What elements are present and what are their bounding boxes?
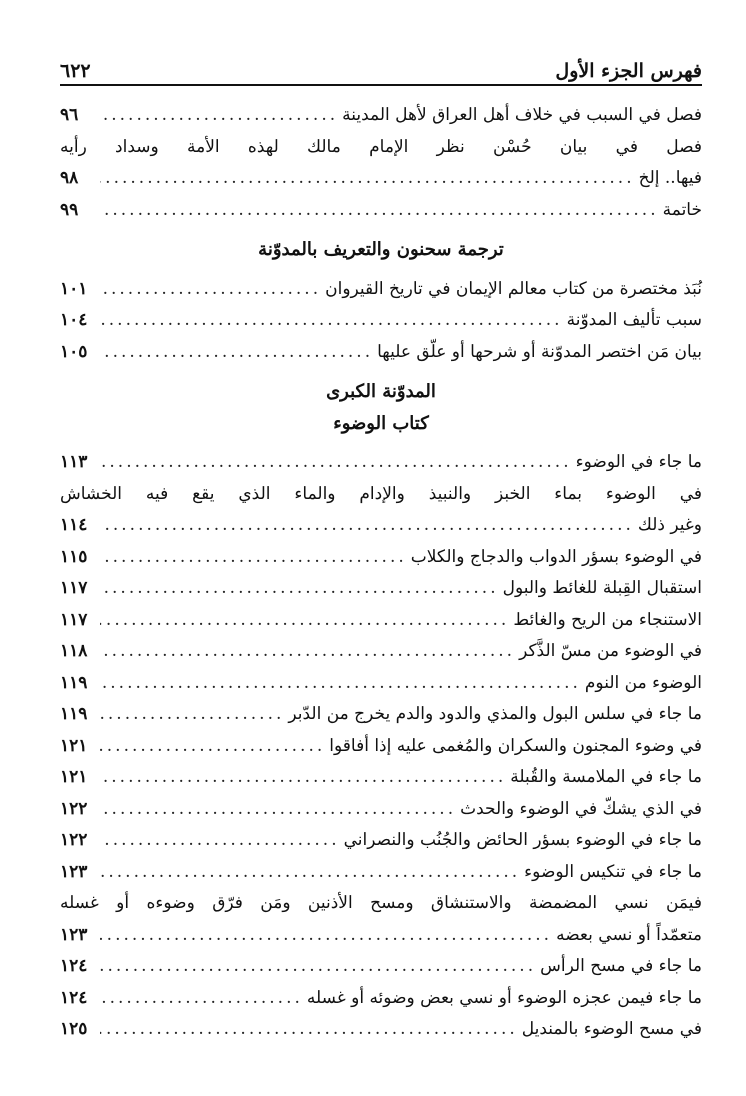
toc-entry: [60, 573, 702, 605]
leader-dots: [100, 951, 536, 983]
toc-entry-continued: [60, 132, 702, 164]
toc-entry-continued: [60, 479, 702, 511]
entry-page: ١٠١: [60, 278, 88, 299]
entry-title: استقبال القِبلة للغائط والبول: [502, 578, 702, 598]
toc-entry: [60, 983, 702, 1015]
header-rule: [60, 84, 702, 86]
toc-entry: [60, 1014, 702, 1046]
toc-entry: [60, 636, 702, 668]
entry-page: ١١٤: [60, 515, 88, 535]
entry-page: ١٢١: [60, 735, 88, 756]
entry-title: خاتمة: [662, 199, 702, 220]
toc-entry: [60, 605, 702, 637]
entry-page: ١٢٣: [60, 861, 88, 882]
leader-dots: [100, 1014, 518, 1046]
entry-page: ٩٦: [60, 105, 79, 125]
page-header: [60, 52, 702, 82]
entry-title: ما جاء في الوضوء بسؤر الحائض والجُنُب والنصراني: [343, 830, 702, 850]
entry-page: ١١٣: [60, 452, 88, 472]
leader-dots: [100, 668, 581, 700]
entry-page: ١١٧: [60, 609, 88, 630]
entry-page: ١١٥: [60, 546, 88, 567]
leader-dots: [100, 510, 634, 542]
entry-page: ١٢١: [60, 767, 88, 787]
entry-title: وغير ذلك: [637, 515, 702, 535]
leader-dots: [100, 163, 635, 195]
entry-title: في الوضوء بماء الخبز والنبيذ والإدام والماء الذي يقع فيه الخشاش: [60, 483, 702, 504]
entry-title: ما جاء في الوضوء: [575, 452, 702, 472]
entry-title: الوضوء من النوم: [584, 672, 702, 693]
entry-title: في الذي يشكّ في الوضوء والحدث: [460, 798, 702, 819]
toc-entries: [60, 100, 702, 1046]
toc-entry: [60, 100, 702, 132]
entry-title: في الوضوء من مسّ الذَّكر: [519, 641, 702, 661]
entry-page: ١٢٤: [60, 987, 88, 1008]
header-title: فهرس الجزء الأول: [555, 60, 702, 82]
toc-entry: [60, 794, 702, 826]
entry-page: ١٠٥: [60, 341, 88, 362]
leader-dots: [100, 100, 338, 132]
toc-entry: [60, 762, 702, 794]
entry-title: ما جاء في تنكيس الوضوء: [524, 861, 702, 882]
leader-dots: [100, 794, 456, 826]
toc-entry: [60, 825, 702, 857]
section-heading: المدوّنة الكبرى: [326, 381, 436, 402]
section-heading: كتاب الوضوء: [333, 412, 429, 434]
entry-page: ١٢٣: [60, 924, 88, 945]
entry-page: ١٢٢: [60, 798, 88, 819]
entry-page: ١٢٥: [60, 1019, 88, 1039]
page-number: ٦٢٢: [60, 60, 91, 82]
toc-entry: [60, 510, 702, 542]
leader-dots: [100, 274, 321, 306]
leader-dots: [100, 573, 499, 605]
toc-entry: [60, 195, 702, 227]
entry-title: فيها.. إلخ: [638, 168, 702, 188]
toc-entry: [60, 274, 702, 306]
toc-entry: [60, 920, 702, 952]
toc-entry: [60, 731, 702, 763]
toc-entry-continued: [60, 888, 702, 920]
toc-entry: [60, 542, 702, 574]
leader-dots: [100, 731, 325, 763]
entry-title: ما جاء فيمن عجزه الوضوء أو نسي بعض وضوئه أو غسله: [306, 987, 702, 1008]
entry-page: ١١٩: [60, 704, 88, 724]
entry-title: ما جاء في الملامسة والقُبلة: [510, 767, 702, 787]
entry-title: ما جاء في سلس البول والمذي والدود والدم يخرج من الدّبر: [288, 704, 702, 724]
leader-dots: [100, 762, 506, 794]
entry-page: ١٢٤: [60, 956, 88, 976]
entry-title: متعمّداً أو نسي بعضه: [556, 924, 702, 945]
toc-entry: [60, 857, 702, 889]
toc-entry: [60, 951, 702, 983]
toc-entry: [60, 305, 702, 337]
entry-page: ١٢٢: [60, 830, 88, 850]
entry-title: فصل في السبب في خلاف أهل العراق لأهل المدينة: [342, 105, 702, 125]
leader-dots: [100, 195, 659, 227]
leader-dots: [100, 542, 407, 574]
section-heading: ترجمة سحنون والتعريف بالمدوّنة: [258, 239, 504, 260]
toc-entry: [60, 699, 702, 731]
entry-title: في وضوء المجنون والسكران والمُغمى عليه إذا أفاقوا: [329, 735, 702, 756]
entry-title: في مسح الوضوء بالمنديل: [521, 1019, 702, 1039]
toc-entry: [60, 163, 702, 195]
entry-page: ٩٨: [60, 168, 79, 188]
entry-page: ١١٧: [60, 578, 88, 598]
leader-dots: [100, 920, 552, 952]
entry-page: ٩٩: [60, 199, 79, 220]
leader-dots: [100, 337, 373, 369]
entry-title: ما جاء في مسح الرأس: [540, 956, 702, 976]
entry-title: فيمَن نسي المضمضة والاستنشاق ومسح الأذنين ومَن فرّق وضوءه أو غسله: [60, 893, 702, 913]
leader-dots: [100, 305, 563, 337]
leader-dots: [100, 699, 284, 731]
leader-dots: [100, 983, 303, 1015]
entry-page: ١١٩: [60, 672, 88, 693]
leader-dots: [100, 636, 515, 668]
leader-dots: [100, 857, 520, 889]
toc-entry: [60, 668, 702, 700]
entry-page: ١١٨: [60, 641, 88, 661]
entry-title: سبب تأليف المدوّنة: [566, 310, 702, 330]
entry-title: فصل في بيان حُسْن نظر الإمام مالك لهذه الأمة وسداد رأيه: [60, 136, 702, 157]
leader-dots: [100, 447, 572, 479]
entry-title: بيان مَن اختصر المدوّنة أو شرحها أو علّق عليها: [377, 341, 702, 362]
entry-page: ١٠٤: [60, 310, 88, 330]
toc-entry: [60, 337, 702, 369]
leader-dots: [100, 825, 340, 857]
entry-title: في الوضوء بسؤر الدواب والدجاج والكلاب: [410, 546, 702, 567]
entry-title: نُبَذ مختصرة من كتاب معالم الإيمان في تاريخ القيروان: [325, 278, 702, 299]
entry-title: الاستنجاء من الريح والغائط: [513, 609, 702, 630]
leader-dots: [100, 605, 509, 637]
toc-entry: [60, 447, 702, 479]
